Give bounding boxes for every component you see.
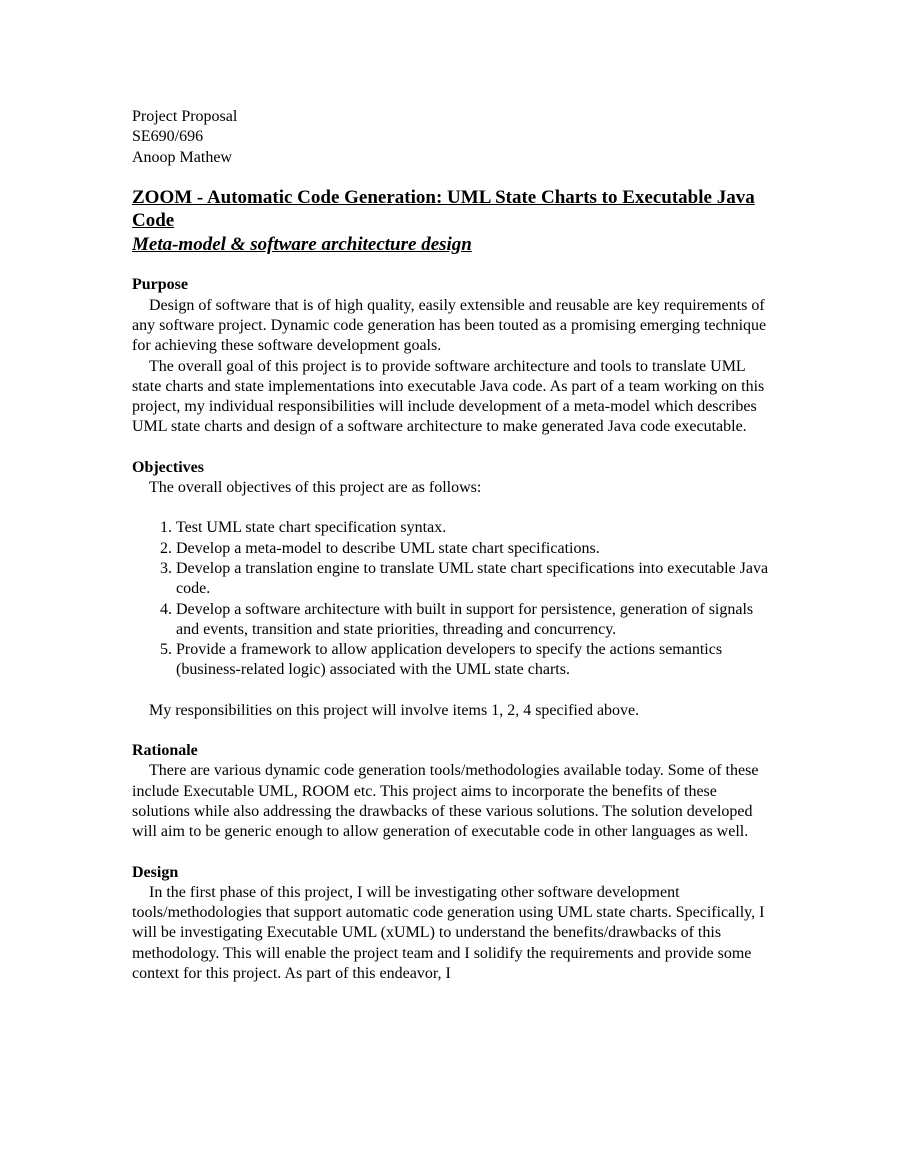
objectives-intro: The overall objectives of this project are as follows: (149, 479, 482, 497)
design-paragraph-1: In the first phase of this project, I will be investigating other software development tools/methodologies that support automatic code generation using UML state charts. Specifically, I will be investigating Executable UML (xUML) to understand the benefits/drawbacks of this methodology. This will enable the project team and I solidify the requirements and provide some context for this project. As part of this endeavor, I (132, 883, 765, 982)
document-title: ZOOM - Automatic Code Generation: UML State Charts to Executable Java Code (132, 186, 755, 232)
responsibilities-paragraph: My responsibilities on this project will involve items 1, 2, 4 specified above. (149, 701, 640, 719)
rationale-paragraph-1: There are various dynamic code generation tools/methodologies available today. Some of these include Executable UML, ROOM etc. This project aims to incorporate the benefits of these solutions while also addressing the drawbacks of these various solutions. The solution developed will aim to be generic enough to allow generation of executable code in other languages as well. (132, 762, 759, 841)
header-line-project-proposal: Project Proposal (132, 108, 238, 125)
list-item: 5. Provide a framework to allow application developers to specify the actions semantics (business-related logic) associated with the UML state charts. (176, 640, 772, 681)
document-body (132, 107, 772, 984)
rationale-heading: Rationale (132, 742, 198, 760)
purpose-paragraph-2: The overall goal of this project is to provide software architecture and tools to translate UML state charts and state implementations into executable Java code. As part of a team working on this project, my individual responsibilities will include development of a meta-model which describes UML state charts and design of a software architecture to make generated Java code executable. (132, 357, 765, 436)
header-line-author: Anoop Mathew (132, 148, 232, 166)
list-item: 1. Test UML state chart specification syntax. (176, 518, 772, 538)
document-header (132, 107, 772, 168)
list-item: 3. Develop a translation engine to translate UML state chart specifications into executable Java code. (176, 559, 772, 600)
document-subtitle: Meta-model & software architecture design (132, 233, 472, 255)
purpose-paragraph-1: Design of software that is of high quality, easily extensible and reusable are key requirements of any software project. Dynamic code generation has been touted as a promising emerging technique for achieving these software development goals. (132, 296, 767, 355)
objectives-list (132, 518, 772, 680)
purpose-heading: Purpose (132, 276, 188, 294)
header-line-course: SE690/696 (132, 128, 204, 146)
objectives-heading: Objectives (132, 458, 204, 476)
list-item: 4. Develop a software architecture with built in support for persistence, generation of signals and events, transition and state priorities, threading and concurrency. (176, 600, 772, 641)
design-heading: Design (132, 863, 179, 881)
list-item: 2. Develop a meta-model to describe UML state chart specifications. (176, 539, 772, 559)
